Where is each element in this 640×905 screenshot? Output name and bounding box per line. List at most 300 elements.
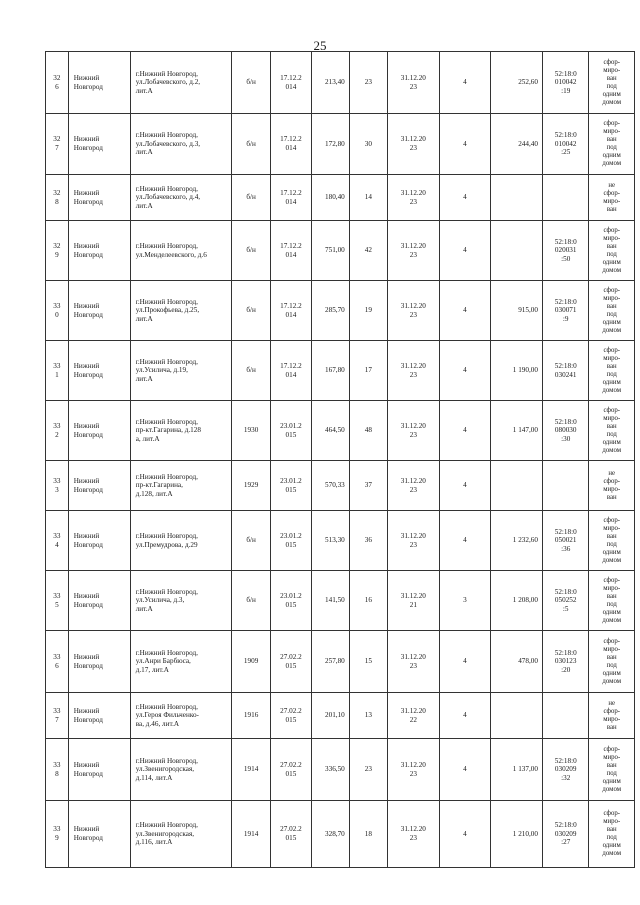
cost-cell: 915,00 <box>491 281 543 341</box>
resettlement-deadline-cell-line: 23 <box>409 661 417 670</box>
cadastral-number-cell-line: :25 <box>561 148 571 157</box>
cadastral-number-cell <box>542 221 589 281</box>
locality-cell <box>68 175 130 221</box>
land-status-cell-line: миро- <box>603 234 621 242</box>
land-status-cell-line: одним <box>602 90 621 98</box>
address-cell <box>130 461 231 511</box>
cadastral-number-cell <box>542 401 589 461</box>
row-number-line: 33 <box>53 476 61 485</box>
recognition-date-cell <box>271 401 311 461</box>
resettlement-deadline-cell <box>387 221 439 281</box>
address-cell <box>130 341 231 401</box>
registry-body <box>46 52 635 868</box>
resettlement-deadline-cell-line: 31.12.20 <box>400 476 426 485</box>
cadastral-number-cell-line: :5 <box>562 604 569 613</box>
land-status-cell-line: одним <box>602 318 621 326</box>
cadastral-number-cell-line: :36 <box>561 544 571 553</box>
address-cell-line: ул.Премудрова, д.29 <box>135 540 198 549</box>
land-status-cell-line: домом <box>602 446 622 454</box>
cadastral-number-cell-line: 52:18:0 <box>554 131 577 140</box>
land-status-cell-line: миро- <box>603 584 621 592</box>
land-status-cell <box>589 461 635 511</box>
table-row <box>46 511 635 571</box>
recognition-date-cell-line: 014 <box>285 310 297 319</box>
locality-cell-line: Нижний <box>73 531 100 540</box>
resettlement-deadline-cell-line: 23 <box>409 485 417 494</box>
land-status-cell <box>589 175 635 221</box>
row-number-line: 0 <box>55 310 59 319</box>
locality-cell-line: Новгород <box>73 715 103 724</box>
address-cell-line: г.Нижний Новгород, <box>135 241 198 250</box>
land-status-cell-line: сфор- <box>603 707 621 715</box>
recognition-date-cell-line: 015 <box>285 540 297 549</box>
land-status-cell-line: миро- <box>603 66 621 74</box>
locality-cell-line: Новгород <box>73 661 103 670</box>
land-status-cell-line: домом <box>602 98 622 106</box>
area-cell: 172,80 <box>311 114 349 175</box>
address-cell <box>130 739 231 801</box>
cadastral-number-cell <box>542 511 589 571</box>
land-status-cell-line: под <box>606 430 617 438</box>
resettlement-deadline-cell <box>387 511 439 571</box>
year-cell: б/н <box>231 175 270 221</box>
resettlement-deadline-cell-line: 21 <box>409 600 417 609</box>
year-cell: б/н <box>231 511 270 571</box>
land-status-cell-line: миро- <box>603 354 621 362</box>
resettlement-deadline-cell-line: 23 <box>409 144 417 152</box>
area-cell: 167,80 <box>311 341 349 401</box>
recognition-date-cell <box>271 571 311 631</box>
address-cell-line: ул.Звенигородская, <box>135 765 195 774</box>
address-cell-line: ул.Лобачевского, д.3, <box>135 139 201 148</box>
cadastral-number-cell-line: 080030 <box>554 426 577 435</box>
land-status-cell-line: одним <box>602 152 621 159</box>
land-status-cell-line: под <box>606 540 617 548</box>
resettlement-deadline-cell-line: 31.12.20 <box>400 241 426 250</box>
resettlement-deadline-cell-line: 31.12.20 <box>400 135 426 144</box>
resettlement-deadline-cell-line: 22 <box>409 715 417 724</box>
cadastral-number-cell-line: :19 <box>561 86 571 95</box>
area-cell: 180,40 <box>311 175 349 221</box>
row-number-line: 32 <box>53 241 61 250</box>
land-status-cell <box>589 52 635 114</box>
cadastral-number-cell-line: 52:18:0 <box>554 821 577 830</box>
stage-cell: 4 <box>439 281 491 341</box>
area-cell: 141,50 <box>311 571 349 631</box>
resettlement-deadline-cell-line: 23 <box>409 82 417 91</box>
resettlement-deadline-cell-line: 23 <box>409 197 417 206</box>
resettlement-deadline-cell-line: 31.12.20 <box>400 706 426 715</box>
address-cell-line: г.Нижний Новгород, <box>135 756 198 765</box>
address-cell <box>130 221 231 281</box>
recognition-date-cell-line: 015 <box>285 715 297 724</box>
land-status-cell-line: под <box>606 370 617 378</box>
address-cell-line: ул.Прокофьева, д.25, <box>135 306 200 315</box>
land-status-cell-line: миро- <box>603 524 621 532</box>
row-number-line: 33 <box>53 531 61 540</box>
area-cell: 213,40 <box>311 52 349 114</box>
area-cell: 464,50 <box>311 401 349 461</box>
address-cell-line: ул.Лобачевского, д.2, <box>135 78 201 87</box>
address-cell-line: г.Нижний Новгород, <box>135 184 198 193</box>
land-status-cell-line: одним <box>602 438 621 446</box>
locality-cell-line: Нижний <box>73 421 100 430</box>
year-cell: 1929 <box>231 461 270 511</box>
cost-cell: 252,60 <box>491 52 543 114</box>
land-status-cell-line: ван <box>606 205 617 213</box>
land-status-cell-line: домом <box>602 616 622 624</box>
cadastral-number-cell <box>542 461 589 511</box>
area-cell: 570,33 <box>311 461 349 511</box>
land-status-cell-line: ван <box>606 493 617 501</box>
recognition-date-cell <box>271 739 311 801</box>
land-status-cell-line: сфор- <box>603 58 621 66</box>
cadastral-number-cell-line: :50 <box>561 254 571 263</box>
stage-cell: 4 <box>439 631 491 693</box>
cadastral-number-cell-line: 030123 <box>554 657 577 666</box>
resettlement-deadline-cell-line: 31.12.20 <box>400 73 426 82</box>
cadastral-number-cell <box>542 281 589 341</box>
row-number-line: 7 <box>55 144 59 152</box>
locality-cell <box>68 693 130 739</box>
address-cell-line: г.Нижний Новгород, <box>135 69 198 78</box>
address-cell-line: д.116, лит.А <box>135 838 173 847</box>
recognition-date-cell-line: 23.01.2 <box>280 476 302 485</box>
land-status-cell-line: миро- <box>603 197 621 205</box>
locality-cell-line: Новгород <box>73 310 103 319</box>
locality-cell <box>68 571 130 631</box>
locality-cell <box>68 801 130 868</box>
locality-cell-line: Нижний <box>73 760 100 769</box>
land-status-cell-line: ван <box>606 422 617 430</box>
recognition-date-cell-line: 17.12.2 <box>280 135 302 144</box>
row-number-line: 32 <box>53 135 61 144</box>
land-status-cell-line: сфор- <box>603 516 621 524</box>
stage-cell: 4 <box>439 175 491 221</box>
address-cell <box>130 401 231 461</box>
address-cell-line: ул.Звенигородская, <box>135 829 195 838</box>
residents-count-cell: 30 <box>349 114 387 175</box>
residents-count-cell: 48 <box>349 401 387 461</box>
stage-cell: 4 <box>439 461 491 511</box>
cadastral-number-cell-line: :20 <box>561 665 571 674</box>
land-status-cell-line: сфор- <box>603 576 621 584</box>
recognition-date-cell-line: 17.12.2 <box>280 301 302 310</box>
locality-cell-line: Новгород <box>73 250 103 259</box>
recognition-date-cell <box>271 221 311 281</box>
row-number-line: 8 <box>55 197 59 206</box>
recognition-date-cell-line: 17.12.2 <box>280 361 302 370</box>
address-cell-line: ул.Усилича, д.19, <box>135 366 188 375</box>
year-cell: б/н <box>231 52 270 114</box>
row-number-line: 33 <box>53 301 61 310</box>
resettlement-deadline-cell <box>387 341 439 401</box>
cadastral-number-cell <box>542 175 589 221</box>
cadastral-number-cell-line: 52:18:0 <box>554 756 577 765</box>
stage-cell: 4 <box>439 511 491 571</box>
land-status-cell <box>589 571 635 631</box>
address-cell-line: лит.А <box>135 148 153 157</box>
locality-cell <box>68 114 130 175</box>
table-row <box>46 52 635 114</box>
address-cell-line: а, лит.А <box>135 434 160 443</box>
cadastral-number-cell <box>542 52 589 114</box>
resettlement-deadline-cell <box>387 461 439 511</box>
recognition-date-cell-line: 27.02.2 <box>280 825 302 834</box>
cadastral-number-cell-line: :32 <box>561 773 571 782</box>
address-cell-line: лит.А <box>135 314 153 323</box>
cost-cell: 1 232,60 <box>491 511 543 571</box>
land-status-cell <box>589 511 635 571</box>
recognition-date-cell <box>271 114 311 175</box>
land-status-cell <box>589 401 635 461</box>
residents-count-cell: 42 <box>349 221 387 281</box>
recognition-date-cell-line: 015 <box>285 600 297 609</box>
land-status-cell-line: сфор- <box>603 406 621 414</box>
table-row <box>46 281 635 341</box>
area-cell: 285,70 <box>311 281 349 341</box>
address-cell-line: лит.А <box>135 374 153 383</box>
address-cell-line: ул.Лобачевского, д.4, <box>135 193 201 202</box>
address-cell <box>130 281 231 341</box>
row-number-line: 32 <box>53 73 61 82</box>
resettlement-deadline-cell-line: 23 <box>409 430 417 439</box>
land-status-cell-line: домом <box>602 386 622 394</box>
address-cell <box>130 631 231 693</box>
cadastral-number-cell-line: :30 <box>561 434 571 443</box>
row-number <box>46 631 69 693</box>
land-status-cell-line: сфор- <box>603 637 621 645</box>
address-cell-line: г.Нижний Новгород, <box>135 131 198 140</box>
land-status-cell-line: сфор- <box>603 286 621 294</box>
recognition-date-cell-line: 17.12.2 <box>280 188 302 197</box>
recognition-date-cell-line: 015 <box>285 485 297 494</box>
land-status-cell-line: ван <box>606 653 617 661</box>
recognition-date-cell-line: 27.02.2 <box>280 652 302 661</box>
land-status-cell-line: под <box>606 310 617 318</box>
land-status-cell-line: ван <box>606 74 617 82</box>
land-status-cell-line: ван <box>606 592 617 600</box>
land-status-cell-line: сфор- <box>603 346 621 354</box>
resettlement-deadline-cell-line: 31.12.20 <box>400 591 426 600</box>
cadastral-number-cell-line: 050021 <box>554 536 577 545</box>
address-cell-line: г.Нижний Новгород, <box>135 587 198 596</box>
resettlement-deadline-cell <box>387 175 439 221</box>
row-number-line: 33 <box>53 421 61 430</box>
row-number-line: 1 <box>55 370 59 379</box>
row-number-line: 33 <box>53 760 61 769</box>
cost-cell: 1 147,00 <box>491 401 543 461</box>
locality-cell-line: Новгород <box>73 430 103 439</box>
address-cell-line: г.Нижний Новгород, <box>135 531 198 540</box>
stage-cell: 3 <box>439 571 491 631</box>
land-status-cell-line: сфор- <box>603 226 621 234</box>
cadastral-number-cell-line: 050252 <box>554 596 577 605</box>
resettlement-deadline-cell <box>387 631 439 693</box>
land-status-cell-line: ван <box>606 136 617 143</box>
cost-cell: 1 137,00 <box>491 739 543 801</box>
cadastral-number-cell-line: 52:18:0 <box>554 297 577 306</box>
resettlement-deadline-cell-line: 31.12.20 <box>400 760 426 769</box>
locality-cell <box>68 461 130 511</box>
row-number-line: 6 <box>55 661 59 670</box>
row-number <box>46 693 69 739</box>
cadastral-number-cell-line: 030241 <box>554 370 577 379</box>
cadastral-number-cell <box>542 693 589 739</box>
resettlement-deadline-cell-line: 23 <box>409 370 417 379</box>
resettlement-deadline-cell <box>387 401 439 461</box>
table-row <box>46 221 635 281</box>
row-number-line: 7 <box>55 715 59 724</box>
land-status-cell-line: сфор- <box>603 120 621 127</box>
address-cell-line: г.Нижний Новгород, <box>135 702 198 711</box>
cadastral-number-cell <box>542 114 589 175</box>
land-status-cell-line: под <box>606 82 617 90</box>
land-status-cell-line: не <box>608 699 616 707</box>
land-status-cell-line: сфор- <box>603 810 621 817</box>
year-cell: б/н <box>231 221 270 281</box>
address-cell-line: г.Нижний Новгород, <box>135 357 198 366</box>
row-number-line: 33 <box>53 361 61 370</box>
cost-cell <box>491 461 543 511</box>
year-cell: 1916 <box>231 693 270 739</box>
land-status-cell <box>589 114 635 175</box>
land-status-cell-line: ван <box>606 302 617 310</box>
year-cell: 1914 <box>231 801 270 868</box>
stage-cell: 4 <box>439 801 491 868</box>
residents-count-cell: 19 <box>349 281 387 341</box>
row-number <box>46 114 69 175</box>
resettlement-deadline-cell-line: 31.12.20 <box>400 361 426 370</box>
land-status-cell-line: сфор- <box>603 477 621 485</box>
recognition-date-cell-line: 015 <box>285 430 297 439</box>
land-status-cell-line: ван <box>606 362 617 370</box>
address-cell-line: пр-кт.Гагарина, <box>135 481 183 490</box>
locality-cell <box>68 739 130 801</box>
address-cell-line: ул.Усилича, д.3, <box>135 596 185 605</box>
locality-cell-line: Новгород <box>73 769 103 778</box>
resettlement-deadline-cell <box>387 693 439 739</box>
row-number-line: 9 <box>55 250 59 259</box>
housing-registry-table <box>45 51 635 868</box>
resettlement-deadline-cell-line: 23 <box>409 250 417 259</box>
locality-cell-line: Новгород <box>73 197 103 206</box>
address-cell <box>130 693 231 739</box>
row-number <box>46 511 69 571</box>
stage-cell: 4 <box>439 52 491 114</box>
land-status-cell <box>589 281 635 341</box>
year-cell: 1930 <box>231 401 270 461</box>
resettlement-deadline-cell-line: 31.12.20 <box>400 825 426 834</box>
cadastral-number-cell-line: 52:18:0 <box>554 648 577 657</box>
row-number-line: 3 <box>55 485 59 494</box>
locality-cell <box>68 511 130 571</box>
locality-cell-line: Новгород <box>73 485 103 494</box>
land-status-cell-line: домом <box>602 785 622 793</box>
recognition-date-cell-line: 23.01.2 <box>280 531 302 540</box>
address-cell-line: ул.Менделеевского, д.6 <box>135 250 207 259</box>
row-number <box>46 221 69 281</box>
recognition-date-cell-line: 23.01.2 <box>280 421 302 430</box>
row-number-line: 33 <box>53 591 61 600</box>
land-status-cell-line: миро- <box>603 294 621 302</box>
address-cell-line: г.Нижний Новгород, <box>135 472 198 481</box>
land-status-cell-line: одним <box>602 669 621 677</box>
row-number-line: 6 <box>55 82 59 91</box>
row-number <box>46 52 69 114</box>
land-status-cell-line: миро- <box>603 485 621 493</box>
land-status-cell-line: под <box>606 834 617 841</box>
locality-cell-line: Новгород <box>73 834 103 842</box>
recognition-date-cell-line: 015 <box>285 769 297 778</box>
row-number-line: 5 <box>55 600 59 609</box>
cadastral-number-cell-line: :9 <box>562 314 569 323</box>
address-cell-line: ва, д.46, лит.А <box>135 719 180 728</box>
land-status-cell-line: миро- <box>603 414 621 422</box>
address-cell <box>130 175 231 221</box>
recognition-date-cell <box>271 631 311 693</box>
land-status-cell-line: миро- <box>603 715 621 723</box>
address-cell-line: г.Нижний Новгород, <box>135 821 198 830</box>
locality-cell-line: Новгород <box>73 540 103 549</box>
land-status-cell <box>589 801 635 868</box>
locality-cell-line: Новгород <box>73 600 103 609</box>
land-status-cell-line: не <box>608 469 616 477</box>
cadastral-number-cell-line: 52:18:0 <box>554 417 577 426</box>
address-cell-line: г.Нижний Новгород, <box>135 417 198 426</box>
resettlement-deadline-cell-line: 23 <box>409 310 417 319</box>
recognition-date-cell-line: 23.01.2 <box>280 591 302 600</box>
locality-cell-line: Новгород <box>73 144 103 152</box>
stage-cell: 4 <box>439 114 491 175</box>
address-cell-line: ул.Героя Фильченко- <box>135 711 199 720</box>
land-status-cell-line: ван <box>606 723 617 731</box>
locality-cell-line: Нижний <box>73 241 100 250</box>
land-status-cell-line: миро- <box>603 753 621 761</box>
address-cell-line: лит.А <box>135 86 153 95</box>
locality-cell-line: Нижний <box>73 652 100 661</box>
resettlement-deadline-cell <box>387 571 439 631</box>
address-cell-line: г.Нижний Новгород, <box>135 648 198 657</box>
resettlement-deadline-cell-line: 31.12.20 <box>400 652 426 661</box>
recognition-date-cell <box>271 175 311 221</box>
year-cell: б/н <box>231 114 270 175</box>
table-row <box>46 461 635 511</box>
cost-cell: 1 210,00 <box>491 801 543 868</box>
land-status-cell-line: миро- <box>603 818 621 825</box>
recognition-date-cell-line: 17.12.2 <box>280 73 302 82</box>
cadastral-number-cell <box>542 801 589 868</box>
address-cell-line: ул.Анри Барбюса, <box>135 657 191 666</box>
table-row <box>46 401 635 461</box>
recognition-date-cell <box>271 511 311 571</box>
row-number <box>46 571 69 631</box>
resettlement-deadline-cell-line: 23 <box>409 769 417 778</box>
locality-cell <box>68 221 130 281</box>
land-status-cell-line: домом <box>602 160 622 167</box>
table-row <box>46 175 635 221</box>
year-cell: б/н <box>231 281 270 341</box>
cost-cell <box>491 221 543 281</box>
resettlement-deadline-cell <box>387 52 439 114</box>
recognition-date-cell-line: 17.12.2 <box>280 241 302 250</box>
resettlement-deadline-cell <box>387 114 439 175</box>
residents-count-cell: 14 <box>349 175 387 221</box>
row-number <box>46 401 69 461</box>
address-cell <box>130 511 231 571</box>
residents-count-cell: 36 <box>349 511 387 571</box>
table-row <box>46 114 635 175</box>
